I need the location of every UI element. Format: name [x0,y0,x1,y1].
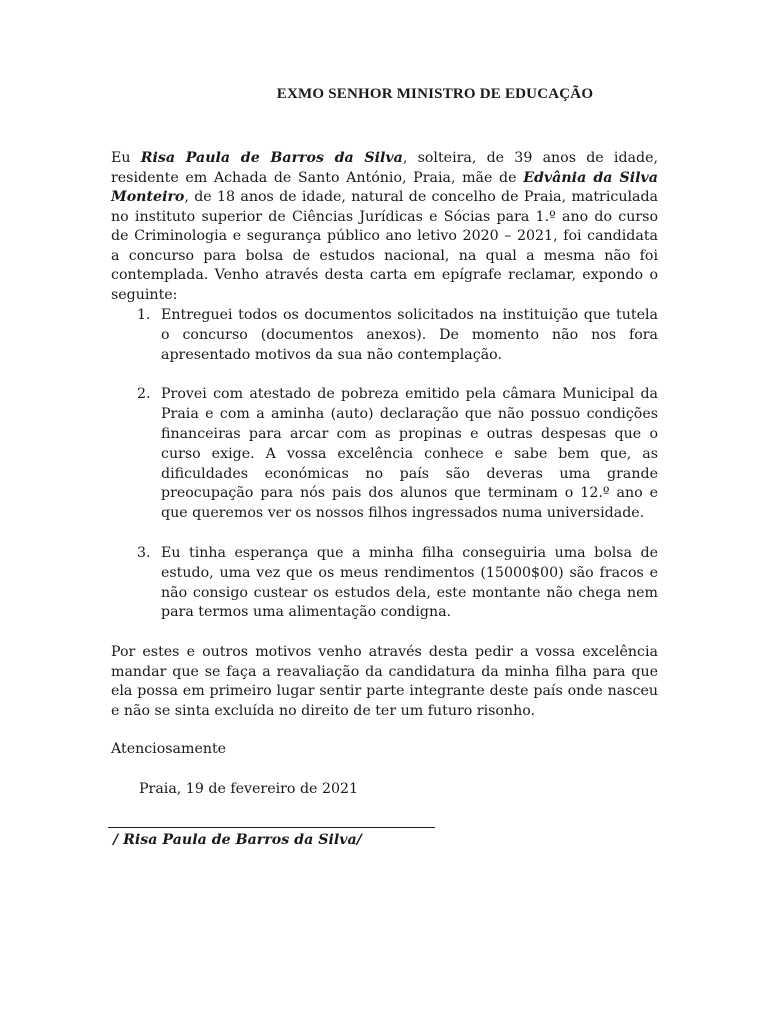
list-item-number: 1. [137,307,151,323]
list-item-text: Entreguei todos os documentos solicitados na instituição que tutela o concurso (documentos anexos). De momento não nos fora apresentado motivos da sua não contemplação. [161,307,658,363]
daughter-name: Edvânia da Silva Monteiro [111,169,658,205]
place-date: Praia, 19 de fevereiro de 2021 [139,781,359,797]
regards-text: Atenciosamente [111,741,227,757]
list-item [137,544,658,623]
list-item [137,306,658,365]
intro-text-1: Eu [111,150,141,166]
grievance-list [137,306,658,643]
list-item-number: 3. [137,544,151,561]
letter-title: EXMO SENHOR MINISTRO DE EDUCAÇÃO [276,86,594,102]
intro-paragraph [111,149,658,305]
list-item-text: Provei com atestado de pobreza emitido pela câmara Municipal da Praia e com a aminha (auto) declaração que não possuo condições financeiras para arcar com as propinas e outras despesas que o curso exige. A vossa excelência conhece e sabe bem que, as dificuldades económicas no país são deveras uma grande preocupação para nós pais dos alunos que terminam o 12.º ano e que queremos ver os nossos filhos ingressados numa universidade. [161,386,658,522]
list-item-number: 2. [137,386,151,403]
list-item-text: Eu tinha esperança que a minha filha conseguiria uma bolsa de estudo, uma vez que os meus rendimentos (15000$00) são fracos e não consigo custear os estudos dela, este montante não chega nem para termos uma alimentação condigna. [161,544,658,621]
signature-line [108,827,435,828]
intro-text-2: , solteira, de 39 anos de idade, residente em Achada de Santo António, Praia, mãe de [111,150,658,186]
signature-name: / Risa Paula de Barros da Silva/ [113,832,362,848]
intro-text-3: , de 18 anos de idade, natural de concelho de Praia, matriculada no instituto superior de Ciências Jurídicas e Sócias para 1.º ano do curso de Criminologia e segurança público ano letivo 2020 – 2021, foi candidata a concurso para bolsa de estudos nacional, na qual a mesma não foi contemplada. Venho através desta carta em epígrafe reclamar, expondo o seguinte: [111,189,658,303]
list-item [137,385,658,524]
applicant-name: Risa Paula de Barros da Silva [140,150,403,166]
closing-paragraph: Por estes e outros motivos venho através desta pedir a vossa excelência mandar que se faça a reavaliação da candidatura da minha filha para que ela possa em primeiro lugar sentir parte integrante deste país onde nasceu e não se sinta excluída no direito de ter um futuro risonho. [111,644,658,719]
